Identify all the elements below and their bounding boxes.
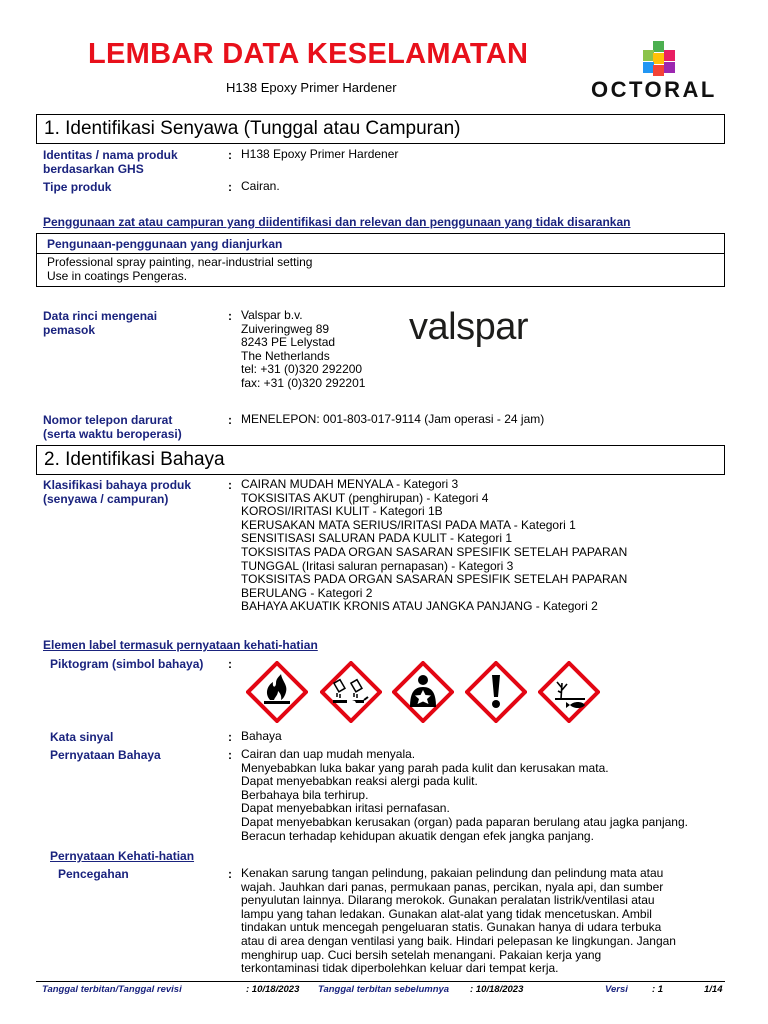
prevention-text: Kenakan sarung tangan pelindung, pakaian pelindung dan pelindung mata atau wajah. Jauhkan dari panas, permukaan panas, percikan, nyala api, dan sumber penyulutan lainnya. Dilarang merokok. Gunakan peralatan listrik/ventilasi atau lampu yang tahan ledakan. Gunakan alat-alat yang tidak mencetuskan. Ambil tindakan untuk mencegah pengeluaran statis. Gunakan hanya di udara terbuka atau di area dengan ventilasi yang baik. Hindari pelepasan ke lingkungan. Jangan menghirup uap. Cuci bersih setelah menangani. Pakaian kerja yang terkontaminasi tidak diperbolehkan keluar dari tempat kerja.	[241, 866, 676, 976]
emergency-value: MENELEPON: 001-803-017-9114 (Jam operasi - 24 jam)	[241, 412, 545, 426]
classification-list: CAIRAN MUDAH MENYALA - Kategori 3 TOKSISITAS AKUT (penghirupan) - Kategori 4 KOROSI/IRITASI KULIT - Kategori 1B KERUSAKAN MATA SERIUS/IRITASI PADA MATA - Kategori 1 SENSITISASI SALURAN PADA KULIT - Kategori 1 TOKSISITAS PADA ORGAN SASARAN SPESIFIK SETELAH PAPARAN TUNGGAL (Iritasi saluran pernapasan) - Kategori 3 TOKSISITAS PADA ORGAN SASARAN SPESIFIK SETELAH PAPARAN BERULANG - Kategori 2 BAHAYA AKUATIK KRONIS ATAU JANGKA PANJANG - Kategori 2	[241, 477, 628, 614]
corrosion-icon	[320, 661, 382, 723]
usage-box-heading: Pengunaan-penggunaan yang dianjurkan	[37, 234, 724, 254]
identity-label: Identitas / nama produk berdasarkan GHS	[43, 148, 178, 176]
octoral-logo-icon	[640, 40, 678, 78]
footer-previous-label: Tanggal terbitan sebelumnya	[318, 984, 450, 995]
hazard-statements-colon: :	[228, 748, 232, 762]
footer-page-number: 1/14	[704, 984, 723, 995]
usage-box	[36, 233, 725, 287]
prevention-colon: :	[228, 867, 232, 881]
flame-icon	[246, 661, 308, 723]
type-colon: :	[228, 180, 232, 194]
identity-colon: :	[228, 148, 232, 162]
precaution-link[interactable]: Pernyataan Kehati-hatian	[50, 849, 195, 863]
section-2-heading: 2. Identifikasi Bahaya	[36, 445, 725, 475]
type-value: Cairan.	[241, 179, 280, 193]
signal-word-value: Bahaya	[241, 729, 282, 743]
supplier-label: Data rinci mengenai pemasok	[43, 309, 158, 337]
signal-word-colon: :	[228, 730, 232, 744]
hazard-statements-label: Pernyataan Bahaya	[50, 748, 161, 762]
health-hazard-icon	[392, 661, 454, 723]
valspar-logo: valspar	[409, 306, 528, 348]
pictogram-colon: :	[228, 657, 232, 671]
signal-word-label: Kata sinyal	[50, 730, 114, 744]
footer-version-value: : 1	[652, 984, 664, 995]
pictogram-label: Piktogram (simbol bahaya)	[50, 657, 204, 671]
footer-divider	[36, 981, 725, 982]
prevention-label: Pencegahan	[58, 867, 129, 881]
footer-previous-value: : 10/18/2023	[470, 984, 524, 995]
identity-value: H138 Epoxy Primer Hardener	[241, 147, 399, 161]
classification-colon: :	[228, 478, 232, 492]
footer-version-label: Versi	[605, 984, 628, 995]
supplier-colon: :	[228, 309, 232, 323]
usage-link[interactable]: Penggunaan zat atau campuran yang diidentifikasi dan relevan dan penggunaan yang tidak disarankan	[43, 215, 631, 229]
usage-box-body: Professional spray painting, near-industrial setting Use in coatings Pengeras.	[47, 255, 313, 283]
footer-issue-value: : 10/18/2023	[246, 984, 300, 995]
type-label: Tipe produk	[43, 180, 112, 194]
document-title: LEMBAR DATA KESELAMATAN	[88, 38, 529, 70]
section-1-heading: 1. Identifikasi Senyawa (Tunggal atau Campuran)	[36, 114, 725, 144]
emergency-colon: :	[228, 413, 232, 427]
classification-label: Klasifikasi bahaya produk (senyawa / campuran)	[43, 478, 192, 506]
environment-icon	[538, 661, 600, 723]
exclamation-icon	[465, 661, 527, 723]
label-elements-link[interactable]: Elemen label termasuk pernyataan kehati-hatian	[43, 638, 318, 652]
hazard-statements-list: Cairan dan uap mudah menyala. Menyebabkan luka bakar yang parah pada kulit dan kerusakan mata. Dapat menyebabkan reaksi alergi pada kulit. Berbahaya bila terhirup. Dapat menyebabkan iritasi pernafasan. Dapat menyebabkan kerusakan (organ) pada paparan berulang atau jagka panjang. Beracun terhadap kehidupan akuatik dengan efek jangka panjang.	[241, 747, 688, 843]
product-subtitle: H138 Epoxy Primer Hardener	[226, 80, 397, 95]
octoral-logo-text: OCTORAL	[591, 77, 717, 102]
supplier-address: Valspar b.v. Zuiveringweg 89 8243 PE Lelystad The Netherlands tel: +31 (0)320 292200 fax: +31 (0)320 292201	[241, 308, 366, 390]
footer-issue-label: Tanggal terbitan/Tanggal revisi	[42, 984, 182, 995]
emergency-label: Nomor telepon darurat (serta waktu beroperasi)	[43, 413, 182, 441]
